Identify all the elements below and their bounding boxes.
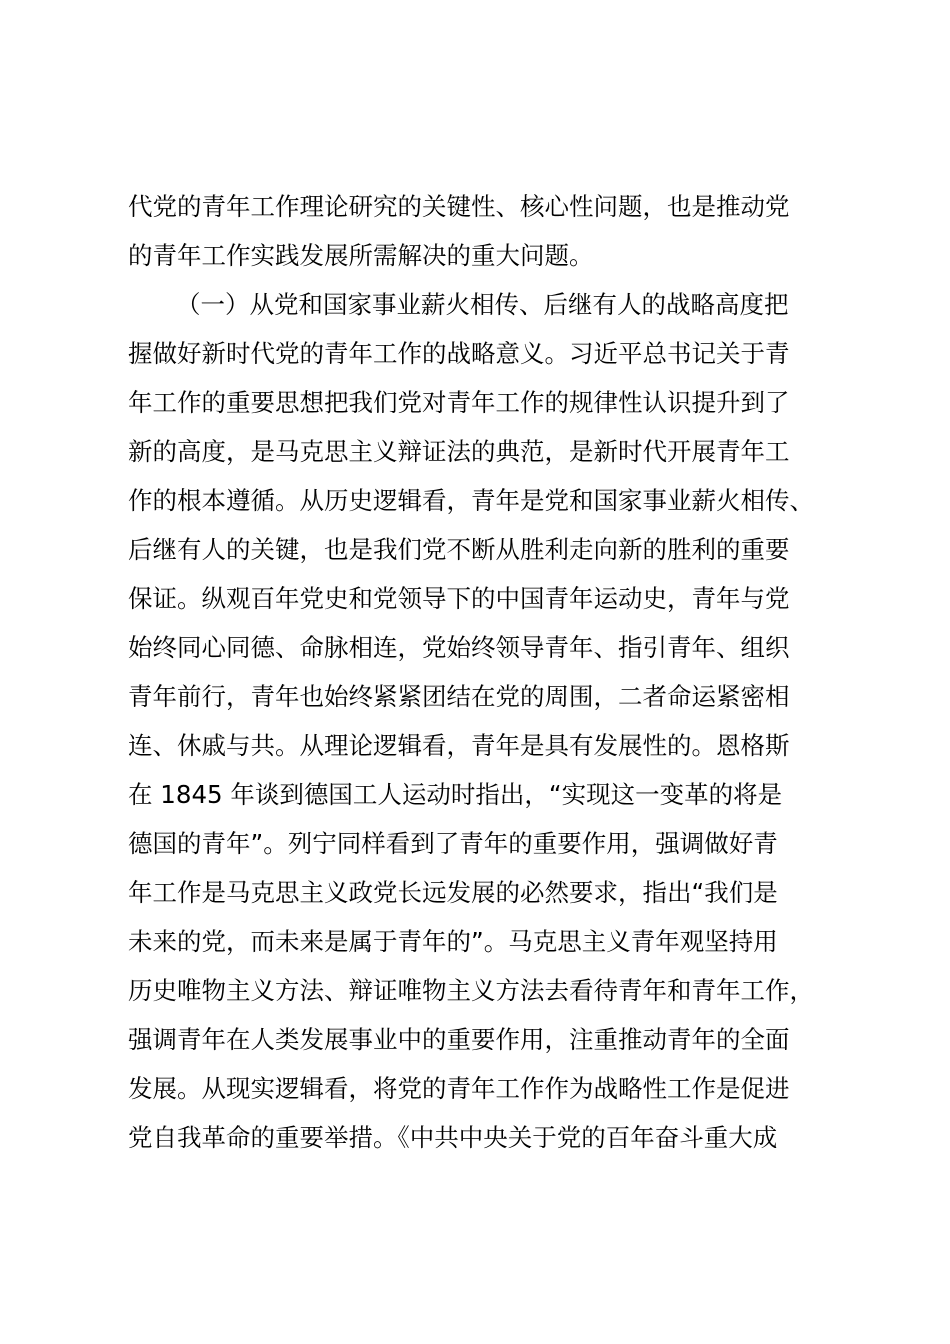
text-line: 未来的党，而未来是属于青年的”。马克思主义青年观坚持用 bbox=[128, 927, 778, 956]
text-line: 历史唯物主义方法、辩证唯物主义方法去看待青年和青年工作， bbox=[128, 976, 814, 1005]
text-line: 保证。纵观百年党史和党领导下的中国青年运动史，青年与党 bbox=[128, 584, 790, 613]
text-line: 青年前行，青年也始终紧紧团结在党的周围，二者命运紧密相 bbox=[128, 682, 790, 711]
text-line: 后继有人的关键，也是我们党不断从胜利走向新的胜利的重要 bbox=[128, 535, 790, 564]
text-line: 年工作的重要思想把我们党对青年工作的规律性认识提升到了 bbox=[128, 388, 790, 417]
text-line: 代党的青年工作理论研究的关键性、核心性问题，也是推动党 bbox=[128, 192, 790, 221]
text-line: 的青年工作实践发展所需解决的重大问题。 bbox=[128, 241, 594, 270]
text-line: 党自我革命的重要举措。《中共中央关于党的百年奋斗重大成 bbox=[128, 1123, 778, 1152]
section-heading-line: （一）从党和国家事业薪火相传、后继有人的战略高度把 bbox=[176, 290, 789, 319]
text-line: 年工作是马克思主义政党长远发展的必然要求，指出“我们是 bbox=[128, 878, 778, 907]
text-line: 握做好新时代党的青年工作的战略意义。习近平总书记关于青 bbox=[128, 339, 790, 368]
text-line: 始终同心同德、命脉相连，党始终领导青年、指引青年、组织 bbox=[128, 633, 790, 662]
text-line: 新的高度，是马克思主义辩证法的典范，是新时代开展青年工 bbox=[128, 437, 790, 466]
text-line: 连、休戚与共。从理论逻辑看，青年是具有发展性的。恩格斯 bbox=[128, 731, 790, 760]
text-line: 作的根本遵循。从历史逻辑看，青年是党和国家事业薪火相传、 bbox=[128, 486, 814, 515]
text-line: 发展。从现实逻辑看，将党的青年工作作为战略性工作是促进 bbox=[128, 1074, 790, 1103]
text-line: 在 1845 年谈到德国工人运动时指出，“实现这一变革的将是 bbox=[128, 780, 783, 809]
text-line: 强调青年在人类发展事业中的重要作用，注重推动青年的全面 bbox=[128, 1025, 790, 1054]
text-line: 德国的青年”。列宁同样看到了青年的重要作用，强调做好青 bbox=[128, 829, 778, 858]
